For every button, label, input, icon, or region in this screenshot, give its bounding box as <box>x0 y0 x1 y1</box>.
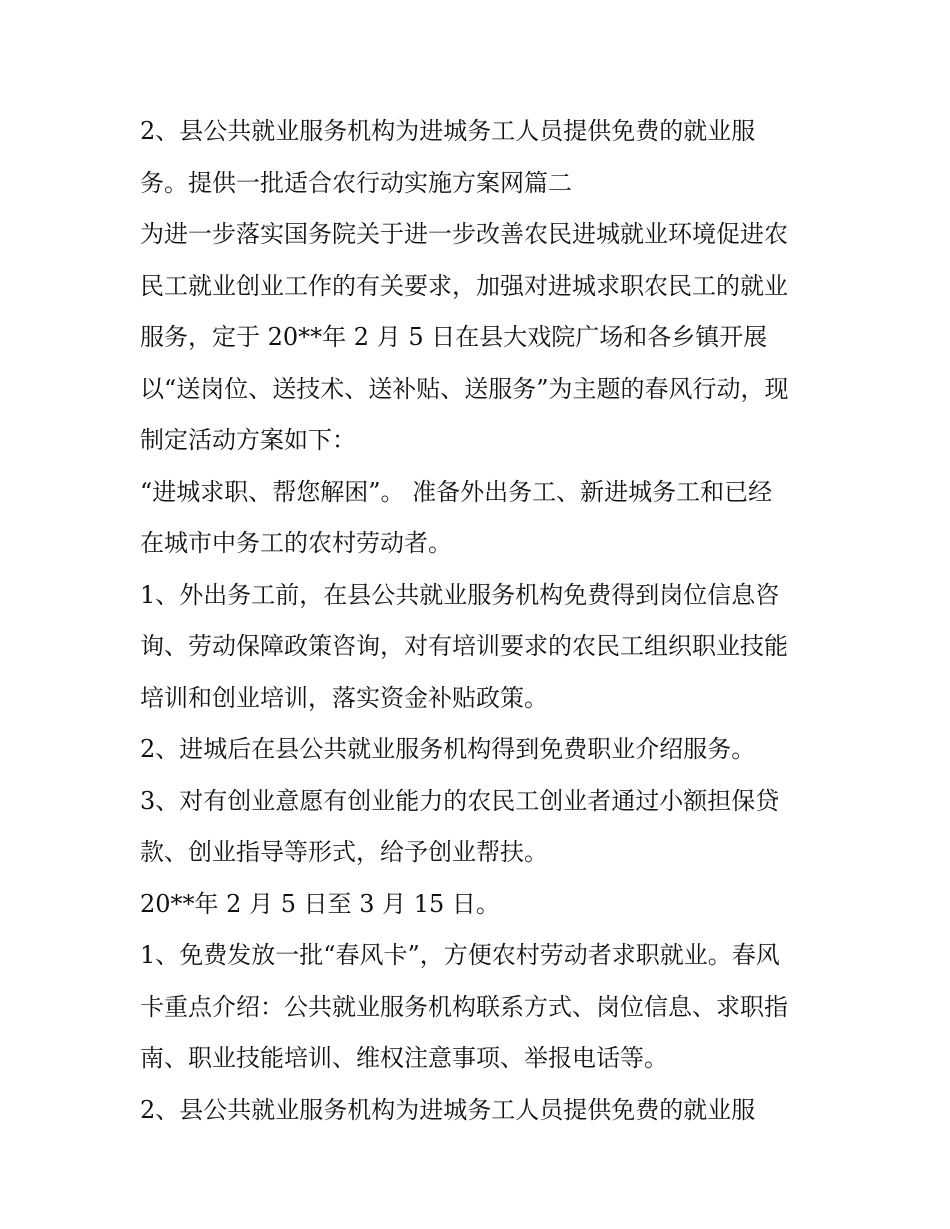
text-line: 以“送岗位、送技术、送补贴、送服务”为主题的春风行动，现 <box>140 374 789 403</box>
text-line: 20**年 2 月 5 日至 3 月 15 日。 <box>140 889 500 918</box>
text-line: 询、劳动保障政策咨询，对有培训要求的农民工组织职业技能 <box>140 632 788 660</box>
text-line: 为进一步落实国务院关于进一步改善农民进城就业环境促进农 <box>140 220 788 248</box>
text-line: 制定活动方案如下： <box>140 426 356 454</box>
text-line: 培训和创业培训，落实资金补贴政策。 <box>140 683 548 712</box>
text-line: 2、进城后在县公共就业服务机构得到免费职业介绍服务。 <box>140 735 756 763</box>
text-line: 在城市中务工的农村劳动者。 <box>140 529 452 557</box>
text-line: 款、创业指导等形式，给予创业帮扶。 <box>140 838 548 866</box>
text-line: 务。提供一批适合农行动实施方案网篇二 <box>140 168 572 197</box>
document-body <box>140 106 820 1136</box>
text-line: 卡重点介绍：公共就业服务机构联系方式、岗位信息、求职指 <box>140 992 788 1021</box>
text-line: 3、对有创业意愿有创业能力的农民工创业者通过小额担保贷 <box>140 786 780 815</box>
text-line: 1、免费发放一批“春风卡”，方便农村劳动者求职就业。春风 <box>140 941 780 969</box>
text-line: 服务，定于 20**年 2 月 5 日在县大戏院广场和各乡镇开展 <box>140 323 768 351</box>
text-line: 2、县公共就业服务机构为进城务工人员提供免费的就业服 <box>140 117 756 145</box>
text-line: 1、外出务工前，在县公共就业服务机构免费得到岗位信息咨 <box>140 580 780 609</box>
text-line: 2、县公共就业服务机构为进城务工人员提供免费的就业服 <box>140 1095 756 1124</box>
text-line: 南、职业技能培训、维权注意事项、举报电话等。 <box>140 1044 668 1072</box>
text-line: “进城求职、帮您解困”。 准备外出务工、新进城务工和已经 <box>140 477 773 506</box>
text-line: 民工就业创业工作的有关要求，加强对进城求职农民工的就业 <box>140 271 788 300</box>
